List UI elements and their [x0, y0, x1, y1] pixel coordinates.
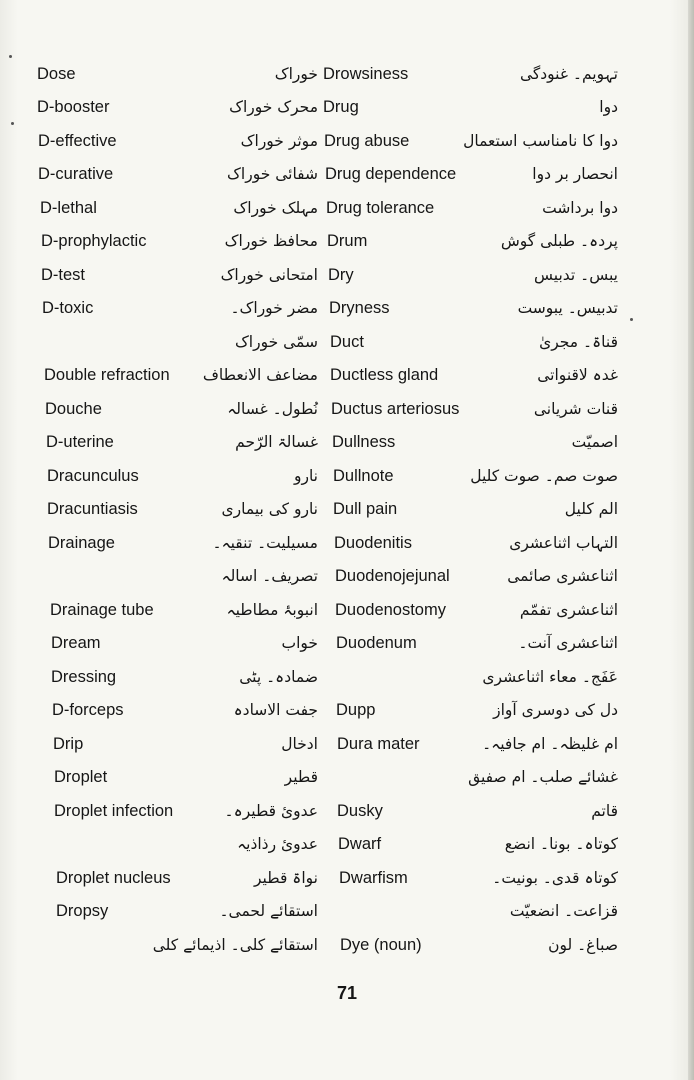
entry-row: [0, 159, 694, 189]
entry-row: [0, 293, 694, 323]
urdu-translation: نارو: [293, 467, 318, 485]
entry-row: [0, 896, 694, 926]
urdu-translation: استقائے کلی۔ اذیمائے کلی: [152, 936, 318, 954]
urdu-translation: دوا کا نامناسب استعمال: [463, 132, 618, 150]
english-term: Dullness: [332, 433, 396, 451]
english-term: D-booster: [37, 98, 110, 116]
entry-row: [0, 226, 694, 256]
urdu-translation: پردہ۔ طبلی گوش: [500, 232, 618, 250]
urdu-translation: صباغ۔ لون: [548, 936, 618, 954]
english-term: Dupp: [336, 701, 376, 719]
english-term: Dwarf: [338, 835, 382, 853]
entry-row: [0, 695, 694, 725]
urdu-translation: مسیلیت۔ تنقیہ۔: [212, 534, 318, 552]
english-term: Duct: [330, 333, 364, 351]
urdu-translation: قناۃ۔ مجریٰ: [539, 333, 618, 351]
urdu-translation: امتحانی خوراک: [220, 266, 318, 284]
entry-row: [0, 193, 694, 223]
entry-row: [0, 829, 694, 859]
english-term: Ductless gland: [330, 366, 439, 384]
english-term: Droplet nucleus: [56, 869, 171, 887]
entry-row: [0, 327, 694, 357]
entry-row: [0, 260, 694, 290]
english-term: Drip: [53, 735, 84, 753]
english-term: Duodenitis: [334, 534, 412, 552]
urdu-translation: عَفَج۔ معاء اثناعشری: [482, 668, 618, 686]
entry-row: [0, 930, 694, 960]
english-term: Dwarfism: [339, 869, 408, 887]
entry-row: [0, 360, 694, 390]
urdu-translation: کوتاہ قدی۔ بونیت۔: [492, 869, 618, 887]
urdu-translation: شفائی خوراک: [227, 165, 318, 183]
urdu-translation: قاتم: [591, 802, 618, 820]
urdu-translation: نارو کی بیماری: [221, 500, 318, 518]
english-term: Dusky: [337, 802, 383, 820]
urdu-translation: یبس۔ تدبیس: [534, 266, 618, 284]
entry-row: [0, 595, 694, 625]
urdu-translation: سمّی خوراک: [234, 333, 318, 351]
english-term: Dracunculus: [47, 467, 139, 485]
urdu-translation: غدہ لاقنواتی: [537, 366, 618, 384]
english-term: D-curative: [38, 165, 114, 183]
urdu-translation: نواۃ قطیر: [254, 869, 318, 887]
english-term: D-test: [41, 266, 86, 284]
urdu-translation: کوتاہ۔ بونا۔ انضع: [504, 835, 618, 853]
english-term: Drug tolerance: [326, 199, 435, 217]
english-term: Drainage: [48, 534, 115, 552]
urdu-translation: تصریف۔ اسالہ: [221, 567, 318, 585]
entry-row: [0, 662, 694, 692]
urdu-translation: اثناعشری آنت۔: [518, 634, 618, 652]
english-term: Dropsy: [56, 902, 109, 920]
urdu-translation: التہاب اثناعشری: [509, 534, 618, 552]
english-term: Dryness: [329, 299, 390, 317]
english-term: D-forceps: [52, 701, 124, 719]
urdu-translation: غسالۃ الرّحم: [235, 433, 318, 451]
entry-row: [0, 494, 694, 524]
urdu-translation: خواب: [281, 634, 318, 652]
english-term: Douche: [45, 400, 102, 418]
english-term: Duodenum: [336, 634, 417, 652]
urdu-translation: ام غلیظہ۔ ام جافیہ۔: [482, 735, 618, 753]
english-term: Dry: [328, 266, 354, 284]
english-term: Drum: [327, 232, 368, 250]
english-term: Drug abuse: [324, 132, 410, 150]
urdu-translation: محافظ خوراک: [224, 232, 318, 250]
urdu-translation: قطیر: [284, 768, 318, 786]
english-term: Dye (noun): [340, 936, 422, 954]
urdu-translation: عدوئ قطیرہ۔: [224, 802, 318, 820]
urdu-translation: قزاعت۔ انضعیّت: [509, 902, 618, 920]
english-term: Drug dependence: [325, 165, 457, 183]
english-term: D-lethal: [40, 199, 97, 217]
urdu-translation: مضر خوراک۔: [230, 299, 318, 317]
entry-row: [0, 59, 694, 89]
english-term: Dressing: [51, 668, 117, 686]
english-term: Drug: [323, 98, 359, 116]
urdu-translation: مضاعف الانعطاف: [202, 366, 318, 384]
urdu-translation: عدوئ رذاذیہ: [237, 835, 318, 853]
entry-row: [0, 528, 694, 558]
urdu-translation: دل کی دوسری آواز: [493, 701, 618, 719]
urdu-translation: الم کلیل: [564, 500, 618, 518]
entry-row: [0, 92, 694, 122]
english-term: Double refraction: [44, 366, 170, 384]
urdu-translation: اثناعشری صائمی: [507, 567, 618, 585]
english-term: D-effective: [38, 132, 117, 150]
entry-row: [0, 762, 694, 792]
entry-row: [0, 796, 694, 826]
urdu-translation: ضمادہ۔ پٹی: [239, 668, 318, 686]
urdu-translation: تدبیس۔ یبوست: [517, 299, 618, 317]
urdu-translation: قنات شریانی: [533, 400, 618, 418]
speck: [11, 122, 14, 125]
english-term: Drainage tube: [50, 601, 154, 619]
entry-row: [0, 394, 694, 424]
urdu-translation: نُطول۔ غسالہ: [227, 400, 318, 418]
english-term: Droplet: [54, 768, 108, 786]
english-term: Dura mater: [337, 735, 420, 753]
urdu-translation: اثناعشری تفمّم: [519, 601, 618, 619]
urdu-translation: استقائے لحمی۔: [219, 902, 318, 920]
urdu-translation: اصمیّت: [571, 433, 618, 451]
english-term: Dracuntiasis: [47, 500, 138, 518]
entry-row: [0, 863, 694, 893]
entry-row: [0, 729, 694, 759]
page-number: 71: [336, 983, 358, 1003]
english-term: D-uterine: [46, 433, 114, 451]
entry-row: [0, 427, 694, 457]
english-term: Dullnote: [333, 467, 394, 485]
urdu-translation: دوا برداشت: [542, 199, 618, 217]
urdu-translation: صوت صم۔ صوت کلیل: [470, 467, 618, 485]
english-term: Duodenostomy: [335, 601, 446, 619]
urdu-translation: تہویم۔ غنودگی: [519, 65, 618, 83]
urdu-translation: محرک خوراک: [229, 98, 318, 116]
urdu-translation: موثر خوراک: [240, 132, 318, 150]
urdu-translation: دوا: [599, 98, 618, 116]
english-term: Dose: [37, 65, 76, 83]
urdu-translation: انبوبۂ مطاطیہ: [226, 601, 318, 619]
entry-row: [0, 561, 694, 591]
urdu-translation: ادخال: [281, 735, 318, 753]
urdu-translation: مہلک خوراک: [233, 199, 318, 217]
urdu-translation: خوراک: [274, 65, 318, 83]
urdu-translation: انحصار بر دوا: [532, 165, 618, 183]
english-term: D-toxic: [42, 299, 94, 317]
english-term: Dream: [51, 634, 101, 652]
entry-row: [0, 628, 694, 658]
english-term: Drowsiness: [323, 65, 409, 83]
entry-row: [0, 126, 694, 156]
english-term: Droplet infection: [54, 802, 174, 820]
english-term: Duodenojejunal: [335, 567, 450, 585]
speck: [9, 55, 12, 58]
english-term: D-prophylactic: [41, 232, 147, 250]
entry-row: [0, 461, 694, 491]
urdu-translation: غشائے صلب۔ ام صفیق: [468, 768, 618, 786]
english-term: Ductus arteriosus: [331, 400, 460, 418]
english-term: Dull pain: [333, 500, 398, 518]
urdu-translation: جفت الاسادہ: [233, 701, 318, 719]
